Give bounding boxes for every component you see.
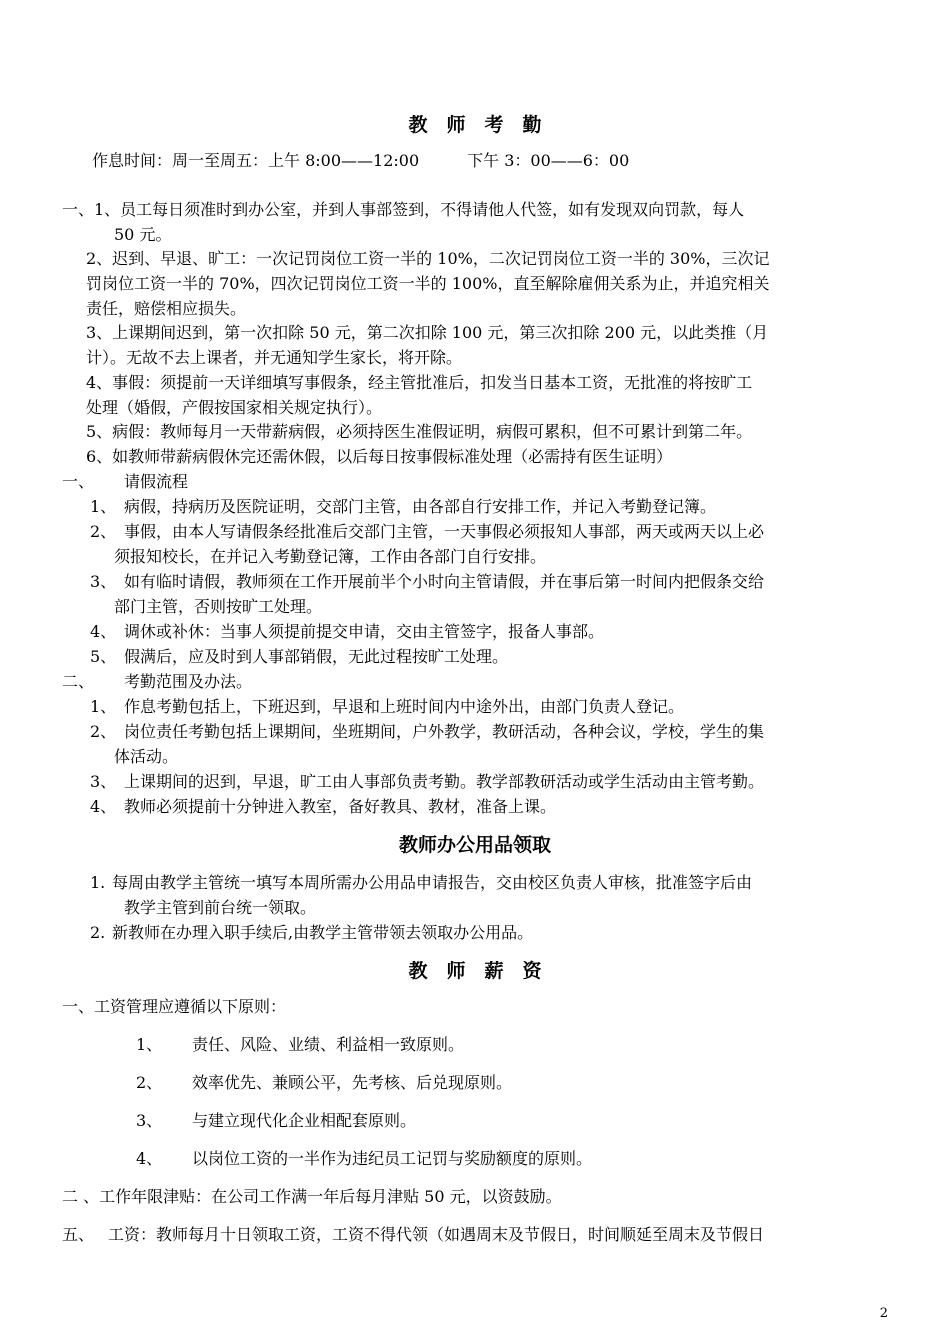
principle-item: 责任、风险、业绩、利益相一致原则。 xyxy=(192,1035,465,1054)
leave-item-number: 5、 xyxy=(90,647,117,666)
principle-item: 与建立现代化企业相配套原则。 xyxy=(192,1111,417,1130)
scope-heading-number: 二、 xyxy=(62,672,95,691)
scope-item-number: 4、 xyxy=(90,797,117,816)
scope-item-number: 2、 xyxy=(90,722,117,741)
principle-number: 1、 xyxy=(136,1035,163,1054)
supplies-title: 教师办公用品领取 xyxy=(398,834,551,856)
rule-6-line: 6、如教师带薪病假休完还需休假，以后每日按事假标准处理（必需持有医生证明） xyxy=(86,447,673,466)
rule-5-line: 5、病假：教师每月一天带薪病假，必须持医生准假证明，病假可累积，但不可累计到第二年。 xyxy=(86,422,753,441)
leave-item: 部门主管，否则按旷工处理。 xyxy=(114,597,323,616)
salary-title: 教 师 薪 资 xyxy=(408,960,542,982)
leave-item-number: 4、 xyxy=(90,622,117,641)
salary-principles-heading: 一、工资管理应遵循以下原则： xyxy=(62,997,287,1016)
payday-number: 五、 xyxy=(62,1225,95,1244)
leave-item: 如有临时请假，教师须在工作开展前半个小时向主管请假，并在事后第一时间内把假条交给 xyxy=(124,572,765,591)
scope-item: 岗位责任考勤包括上课期间，坐班期间，户外教学，教研活动，各种会议，学校，学生的集 xyxy=(124,722,765,741)
rule-2-line: 责任，赔偿相应损失。 xyxy=(86,299,247,318)
rule-1-line: 50 元。 xyxy=(114,225,172,244)
principle-number: 3、 xyxy=(136,1111,163,1130)
supplies-item: 新教师在办理入职手续后,由教学主管带领去领取办公用品。 xyxy=(112,923,534,942)
scope-item: 体活动。 xyxy=(114,747,179,766)
leave-item: 事假，由本人写请假条经批准后交部门主管，一天事假必须报知人事部，两天或两天以上必 xyxy=(124,522,765,541)
supplies-item: 教学主管到前台统一领取。 xyxy=(124,898,317,917)
rule-2-line: 2、迟到、早退、旷工：一次记罚岗位工资一半的 10%，二次记罚岗位工资一半的 30%，三次记 xyxy=(86,249,770,268)
rule-3-line: 计）。无故不去上课者，并无通知学生家长，将开除。 xyxy=(86,348,463,367)
leave-heading-number: 一、 xyxy=(62,472,95,491)
page-number: 2 xyxy=(879,1306,888,1321)
scope-item-number: 1、 xyxy=(90,697,117,716)
leave-item-number: 1、 xyxy=(90,497,117,516)
leave-item-number: 2、 xyxy=(90,522,117,541)
principle-number: 4、 xyxy=(136,1149,163,1168)
supplies-item: 每周由教学主管统一填写本周所需办公用品申请报告，交由校区负责人审核，批准签字后由 xyxy=(112,873,753,892)
scope-item: 作息考勤包括上，下班迟到，早退和上班时间内中途外出，由部门负责人登记。 xyxy=(124,697,685,716)
principle-item: 以岗位工资的一半作为违纪员工记罚与奖励额度的原则。 xyxy=(192,1149,593,1168)
principle-number: 2、 xyxy=(136,1073,163,1092)
rule-4-line: 处理（婚假，产假按国家相关规定执行）。 xyxy=(86,398,383,417)
leave-item: 调休或补休：当事人须提前提交申请，交由主管签字，报备人事部。 xyxy=(124,622,605,641)
rule-1-line: 一、1、员工每日须准时到办公室，并到人事部签到，不得请他人代签，如有发现双向罚款，每人 xyxy=(62,200,745,219)
attendance-title: 教 师 考 勤 xyxy=(408,114,542,136)
payday-text: 工资：教师每月十日领取工资，工资不得代领（如遇周末及节假日，时间顺延至周末及节假日 xyxy=(108,1225,765,1244)
rule-4-line: 4、事假：须提前一天详细填写事假条，经主管批准后，扣发当日基本工资，无批准的将按旷工 xyxy=(86,373,753,392)
principle-item: 效率优先、兼顾公平，先考核、后兑现原则。 xyxy=(192,1073,513,1092)
scope-item-number: 3、 xyxy=(90,772,117,791)
rule-3-line: 3、上课期间迟到，第一次扣除 50 元，第二次扣除 100 元，第三次扣除 200 元，以此类推（月 xyxy=(86,323,769,342)
schedule-line: 作息时间：周一至周五：上午 8:00——12:00 下午 3：00——6：00 xyxy=(92,151,630,170)
leave-item: 病假，持病历及医院证明，交部门主管，由各部自行安排工作，并记入考勤登记簿。 xyxy=(124,497,717,516)
scope-item: 上课期间的迟到，早退，旷工由人事部负责考勤。教学部教研活动或学生活动由主管考勤。 xyxy=(124,772,765,791)
leave-heading: 请假流程 xyxy=(124,472,189,491)
leave-item: 须报知校长，在并记入考勤登记簿，工作由各部门自行安排。 xyxy=(114,547,547,566)
supplies-item-number: 1. xyxy=(90,873,106,892)
leave-item-number: 3、 xyxy=(90,572,117,591)
leave-item: 假满后，应及时到人事部销假，无此过程按旷工处理。 xyxy=(124,647,509,666)
scope-item: 教师必须提前十分钟进入教室，备好教具、教材，准备上课。 xyxy=(124,797,557,816)
rule-2-line: 罚岗位工资一半的 70%，四次记罚岗位工资一半的 100%，直至解除雇佣关系为止，并追究相关 xyxy=(86,274,770,293)
seniority-allowance: 二 、工作年限津贴：在公司工作满一年后每月津贴 50 元，以资鼓励。 xyxy=(62,1187,562,1206)
supplies-item-number: 2. xyxy=(90,923,106,942)
scope-heading: 考勤范围及办法。 xyxy=(124,672,253,691)
